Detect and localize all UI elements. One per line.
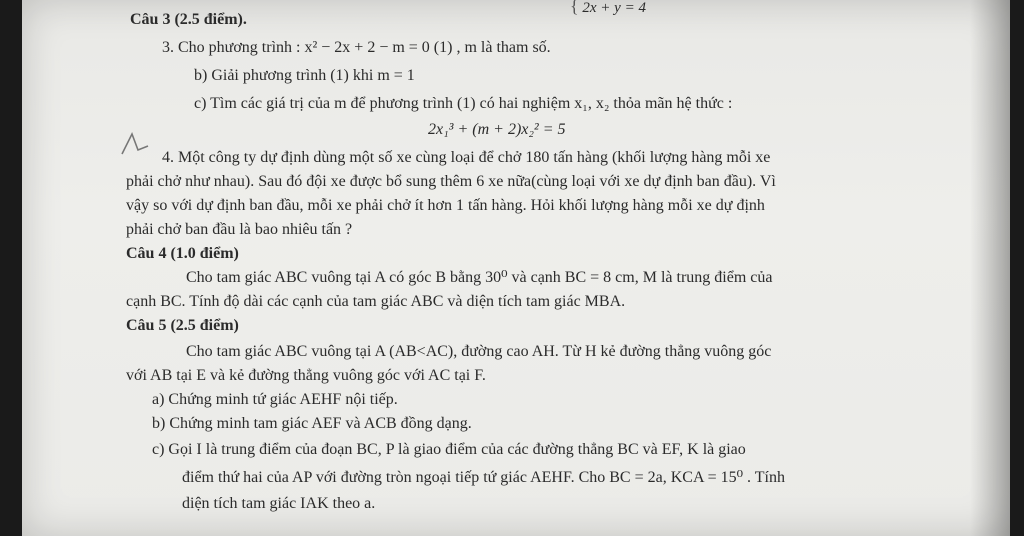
q3-heading: Câu 3 (2.5 điểm). (130, 11, 247, 28)
page-edge-shadow (970, 0, 1010, 536)
q3-item-4-line-2: phải chở như nhau). Sau đó đội xe được bổ sung thêm 6 xe nữa(cùng loại với xe dự định ban đầu). Vì (126, 173, 776, 190)
q5-item-c-line-2: điểm thứ hai của AP với đường tròn ngoại tiếp tứ giác AEHF. Cho BC = 2a, KCA = 15⁰ . Tính (182, 469, 785, 486)
q5-item-a: a) Chứng minh tứ giác AEHF nội tiếp. (152, 391, 398, 408)
top-equation-fragment: { 2x + y = 4 (570, 0, 646, 18)
q3-item-3: 3. Cho phương trình : x² − 2x + 2 − m = 0 (1) , m là tham số. (162, 39, 551, 56)
q5-item-b: b) Chứng minh tam giác AEF và ACB đồng dạng. (152, 415, 472, 432)
q3-formula: 2x₁³ + (m + 2)x₂² = 5 (428, 121, 566, 138)
exam-paper (22, 0, 1010, 536)
q4-line-1: Cho tam giác ABC vuông tại A có góc B bằng 30⁰ và cạnh BC = 8 cm, M là trung điểm của (186, 269, 773, 286)
brace-glyph: { (570, 0, 579, 16)
q5-line-1: Cho tam giác ABC vuông tại A (AB<AC), đường cao AH. Từ H kẻ đường thẳng vuông góc (186, 343, 772, 360)
pen-mark-icon (118, 128, 154, 162)
q5-heading: Câu 5 (2.5 điểm) (126, 317, 239, 334)
q3-item-4-line-3: vậy so với dự định ban đầu, mỗi xe phải chở ít hơn 1 tấn hàng. Hỏi khối lượng hàng mỗi xe dự định (126, 197, 765, 214)
q4-heading: Câu 4 (1.0 điểm) (126, 245, 239, 262)
q3-item-4-line-1: 4. Một công ty dự định dùng một số xe cùng loại để chở 180 tấn hàng (khối lượng hàng mỗi xe (162, 149, 771, 166)
q3-item-c: c) Tìm các giá trị của m để phương trình (1) có hai nghiệm x₁, x₂ thỏa mãn hệ thức : (194, 95, 733, 112)
q5-line-2: với AB tại E và kẻ đường thẳng vuông góc với AC tại F. (126, 367, 486, 384)
q5-item-c-line-1: c) Gọi I là trung điểm của đoạn BC, P là giao điểm của các đường thẳng BC và EF, K là giao (152, 441, 746, 458)
q3-item-4-line-4: phải chở ban đầu là bao nhiêu tấn ? (126, 221, 353, 238)
q4-line-2: cạnh BC. Tính độ dài các cạnh của tam giác ABC và diện tích tam giác MBA. (126, 293, 626, 310)
q5-item-c-line-3: diện tích tam giác IAK theo a. (182, 495, 376, 512)
q3-item-b: b) Giải phương trình (1) khi m = 1 (194, 67, 415, 84)
